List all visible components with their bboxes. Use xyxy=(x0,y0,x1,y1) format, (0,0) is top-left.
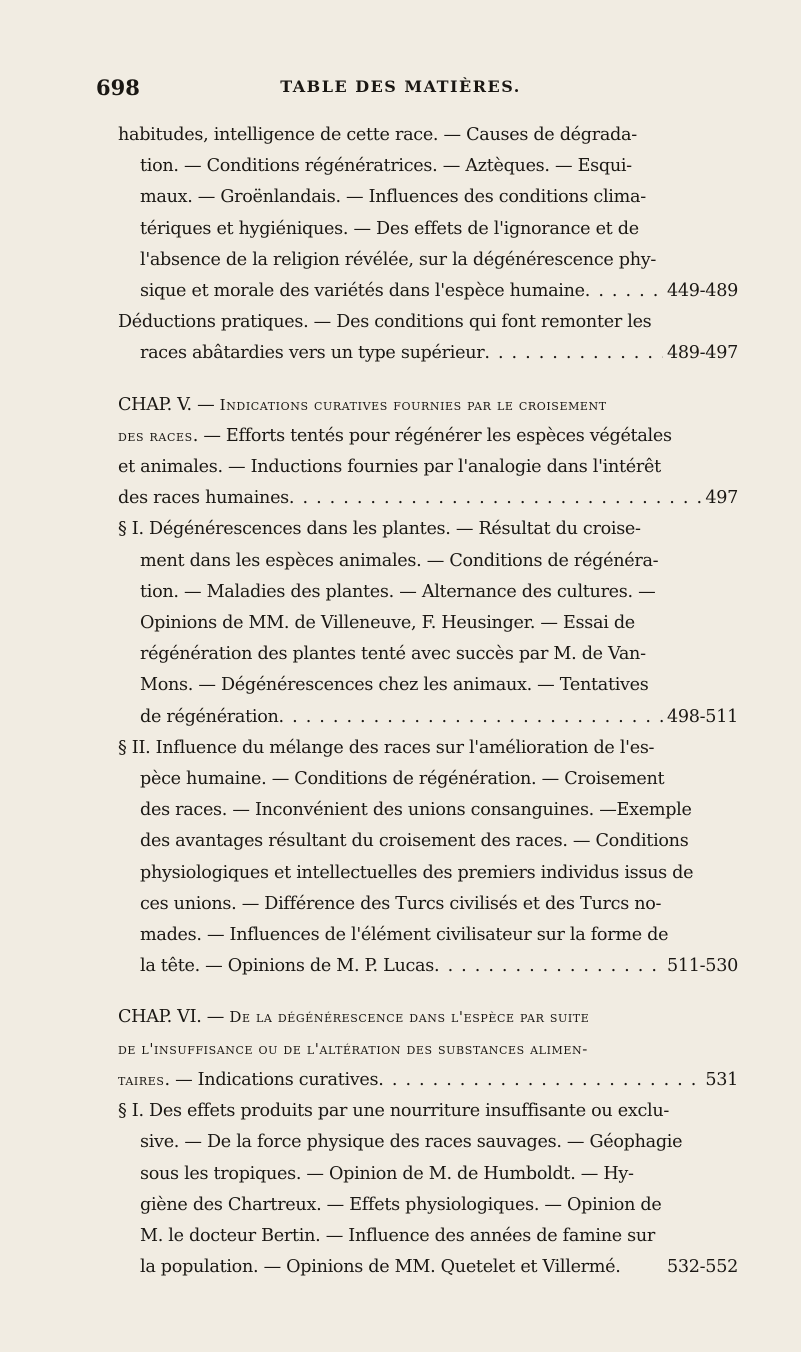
text-line: des races. — Inconvénient des unions consanguines. —Exemple xyxy=(140,800,692,821)
text-line: ces unions. — Différence des Turcs civilisés et des Turcs no- xyxy=(140,893,662,914)
text-line: et animales. — Inductions fournies par l'analogie dans l'intérêt xyxy=(118,457,661,478)
chapter-6-heading xyxy=(118,1002,738,1096)
text-line: des races humaines xyxy=(118,488,289,509)
leader-dots xyxy=(484,338,663,369)
text-line: sive. — De la force physique des races sauvages. — Géophagie xyxy=(140,1132,683,1153)
page-number: 698 xyxy=(96,75,140,100)
text-line: Déductions pratiques. — Des conditions qui font remonter les xyxy=(118,312,652,333)
chapter-title-cont: de l'insuffisance ou de l'altération des substances alimen- xyxy=(118,1039,588,1058)
leader-dots xyxy=(585,276,663,307)
text-line: giène des Chartreux. — Effets physiologiques. — Opinion de xyxy=(140,1194,662,1215)
text-line: des avantages résultant du croisement des races. — Conditions xyxy=(140,831,689,852)
text-line: Mons. — Dégénérescences chez les animaux. — Tentatives xyxy=(140,675,649,696)
toc-entry-section-1 xyxy=(118,514,738,732)
page-ref: 498-511 xyxy=(666,706,738,727)
text-line: maux. — Groënlandais. — Influences des conditions clima- xyxy=(140,187,646,208)
text-line: mades. — Influences de l'élément civilisateur sur la forme de xyxy=(140,925,669,946)
toc-entry-deductions xyxy=(118,307,738,369)
text-line: régénération des plantes tenté avec succès par M. de Van- xyxy=(140,644,646,665)
text-line: § II. Influence du mélange des races sur l'amélioration de l'es- xyxy=(118,737,655,758)
text-line: la population. — Opinions de MM. Quetelet et Villermé. xyxy=(140,1257,621,1278)
page-ref: 511-530 xyxy=(666,956,738,977)
text-line: de régénération xyxy=(140,706,279,727)
leader-dots xyxy=(289,483,701,514)
text-line: Opinions de MM. de Villeneuve, F. Heusinger. — Essai de xyxy=(140,613,635,634)
text-line: tion. — Maladies des plantes. — Alternance des cultures. — xyxy=(140,581,656,602)
toc-body xyxy=(118,120,738,1283)
page-ref: 532-552 xyxy=(666,1257,738,1278)
text-line: pèce humaine. — Conditions de régénération. — Croisement xyxy=(140,769,665,790)
leader-dots xyxy=(279,702,663,733)
leader-dots xyxy=(434,951,663,982)
toc-entry-section-2 xyxy=(118,733,738,983)
text-line: tériques et hygiéniques. — Des effets de l'ignorance et de xyxy=(140,218,639,239)
text-line: . — Efforts tentés pour régénérer les espèces végétales xyxy=(192,425,672,446)
page-ref: 497 xyxy=(705,488,738,509)
text-line: physiologiques et intellectuelles des premiers individus issus de xyxy=(140,862,694,883)
text-line: races abâtardies vers un type supérieur xyxy=(140,343,485,364)
chapter-label: CHAP. V. — xyxy=(118,394,220,415)
chapter-title: Indications curatives fournies par le croisement xyxy=(219,395,607,414)
text-line: habitudes, intelligence de cette race. — Causes de dégrada- xyxy=(118,125,637,145)
toc-entry-intro xyxy=(118,120,738,307)
text-line: § I. Dégénérescences dans les plantes. — Résultat du croise- xyxy=(118,519,641,540)
chapter-title-cont: taires xyxy=(118,1070,165,1089)
running-header xyxy=(0,75,801,105)
text-line: . — Indications curatives xyxy=(164,1069,379,1090)
page-ref: 531 xyxy=(705,1069,738,1090)
chapter-title-cont: des races xyxy=(118,426,193,445)
chapter-5-heading xyxy=(118,390,738,515)
page-ref: 449-489 xyxy=(666,281,738,302)
text-line: la tête. — Opinions de M. P. Lucas xyxy=(140,956,434,977)
chapter-title: De la dégénérescence dans l'espèce par suite xyxy=(229,1008,590,1027)
leader-dots xyxy=(378,1065,701,1096)
text-line: sous les tropiques. — Opinion de M. de Humboldt. — Hy- xyxy=(140,1163,634,1184)
text-line: ment dans les espèces animales. — Conditions de régénéra- xyxy=(140,550,659,571)
text-line: sique et morale des variétés dans l'espèce humaine xyxy=(140,281,585,302)
chapter-label: CHAP. VI. — xyxy=(118,1007,230,1028)
text-line: tion. — Conditions régénératrices. — Aztèques. — Esqui- xyxy=(140,156,632,177)
text-line: l'absence de la religion révélée, sur la dégénérescence phy- xyxy=(140,249,657,270)
text-line: § I. Des effets produits par une nourriture insuffisante ou exclu- xyxy=(118,1101,670,1122)
text-line: M. le docteur Bertin. — Influence des années de famine sur xyxy=(140,1225,656,1246)
page-ref: 489-497 xyxy=(666,343,738,364)
toc-entry-section-1-ch6 xyxy=(118,1096,738,1283)
header-title: TABLE DES MATIÈRES. xyxy=(280,77,521,96)
